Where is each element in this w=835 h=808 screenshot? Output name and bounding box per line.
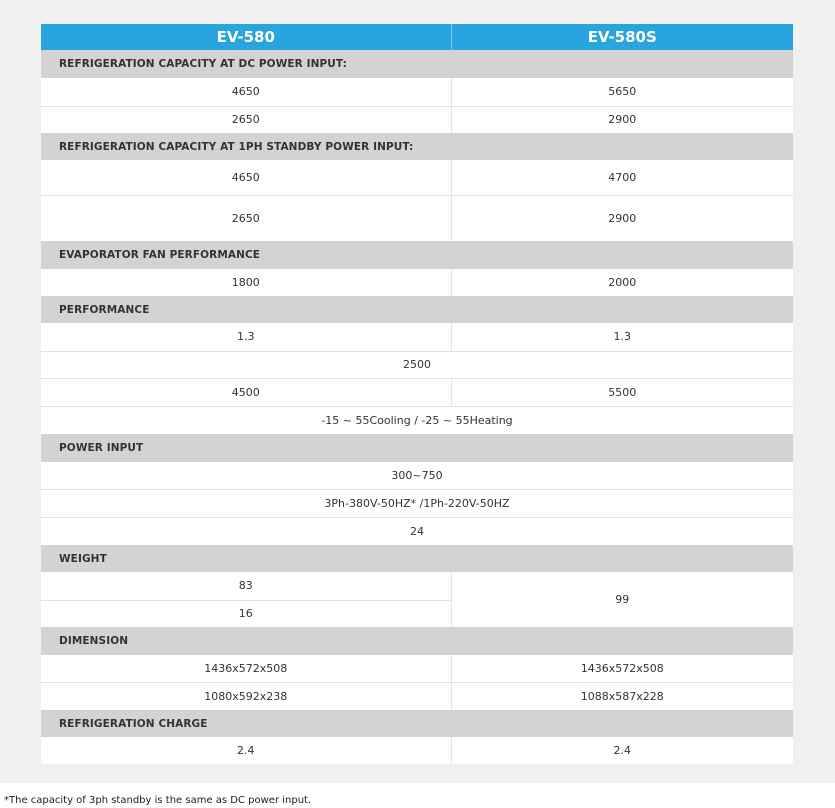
section-refrigeration-charge bbox=[41, 710, 793, 737]
section-title: REFRIGERATION CAPACITY AT 1PH STANDBY POWER INPUT: bbox=[41, 133, 793, 160]
table-row bbox=[41, 378, 793, 406]
spec-table bbox=[41, 24, 793, 764]
section-title: REFRIGERATION CAPACITY AT DC POWER INPUT: bbox=[41, 50, 793, 78]
model-ev580s-header: EV-580S bbox=[451, 24, 793, 50]
section-weight bbox=[41, 545, 793, 572]
cell-ev580s: 1088x587x228 bbox=[451, 682, 793, 710]
cell-ev580: 2650 bbox=[41, 106, 451, 133]
cell-ev580: 1080x592x238 bbox=[41, 682, 451, 710]
section-title: POWER INPUT bbox=[41, 434, 793, 462]
cell-ev580s: 1.3 bbox=[451, 323, 793, 351]
table-row bbox=[41, 269, 793, 296]
section-title: EVAPORATOR FAN PERFORMANCE bbox=[41, 241, 793, 269]
table-row bbox=[41, 106, 793, 133]
section-performance bbox=[41, 296, 793, 323]
section-dc-capacity bbox=[41, 50, 793, 78]
cell-ev580s: 99 bbox=[451, 572, 793, 627]
cell-shared: 2500 bbox=[41, 351, 793, 378]
model-ev580-header: EV-580 bbox=[41, 24, 451, 50]
table-row bbox=[41, 462, 793, 489]
table-row bbox=[41, 517, 793, 545]
cell-shared: -15 ~ 55Cooling / -25 ~ 55Heating bbox=[41, 406, 793, 434]
section-dimension bbox=[41, 627, 793, 655]
cell-ev580: 83 bbox=[41, 572, 451, 600]
section-title: DIMENSION bbox=[41, 627, 793, 655]
section-title: PERFORMANCE bbox=[41, 296, 793, 323]
cell-ev580: 1.3 bbox=[41, 323, 451, 351]
cell-ev580: 1436x572x508 bbox=[41, 655, 451, 682]
table-row bbox=[41, 655, 793, 682]
table-row bbox=[41, 489, 793, 517]
cell-ev580s: 2.4 bbox=[451, 737, 793, 764]
cell-ev580s: 5500 bbox=[451, 378, 793, 406]
table-row bbox=[41, 160, 793, 195]
cell-ev580: 2.4 bbox=[41, 737, 451, 764]
table-row bbox=[41, 351, 793, 378]
cell-shared: 3Ph-380V-50HZ* /1Ph-220V-50HZ bbox=[41, 489, 793, 517]
cell-ev580: 2650 bbox=[41, 195, 451, 241]
cell-ev580s: 2900 bbox=[451, 195, 793, 241]
section-power-input bbox=[41, 434, 793, 462]
cell-ev580s: 1436x572x508 bbox=[451, 655, 793, 682]
cell-shared: 300~750 bbox=[41, 462, 793, 489]
cell-ev580: 16 bbox=[41, 600, 451, 627]
cell-ev580s: 2900 bbox=[451, 106, 793, 133]
cell-ev580s: 4700 bbox=[451, 160, 793, 195]
table-row bbox=[41, 323, 793, 351]
section-title: WEIGHT bbox=[41, 545, 793, 572]
section-standby-capacity bbox=[41, 133, 793, 160]
footnote: *The capacity of 3ph standby is the same as DC power input. bbox=[4, 795, 312, 806]
table-row bbox=[41, 195, 793, 241]
section-title: REFRIGERATION CHARGE bbox=[41, 710, 793, 737]
cell-shared: 24 bbox=[41, 517, 793, 545]
cell-ev580: 1800 bbox=[41, 269, 451, 296]
cell-ev580: 4650 bbox=[41, 78, 451, 106]
cell-ev580: 4500 bbox=[41, 378, 451, 406]
section-evaporator-fan bbox=[41, 241, 793, 269]
table-row bbox=[41, 78, 793, 106]
cell-ev580: 4650 bbox=[41, 160, 451, 195]
cell-ev580s: 2000 bbox=[451, 269, 793, 296]
table-row bbox=[41, 572, 793, 600]
table-row bbox=[41, 406, 793, 434]
table-row bbox=[41, 737, 793, 764]
cell-ev580s: 5650 bbox=[451, 78, 793, 106]
table-header bbox=[41, 24, 793, 50]
table-row bbox=[41, 682, 793, 710]
